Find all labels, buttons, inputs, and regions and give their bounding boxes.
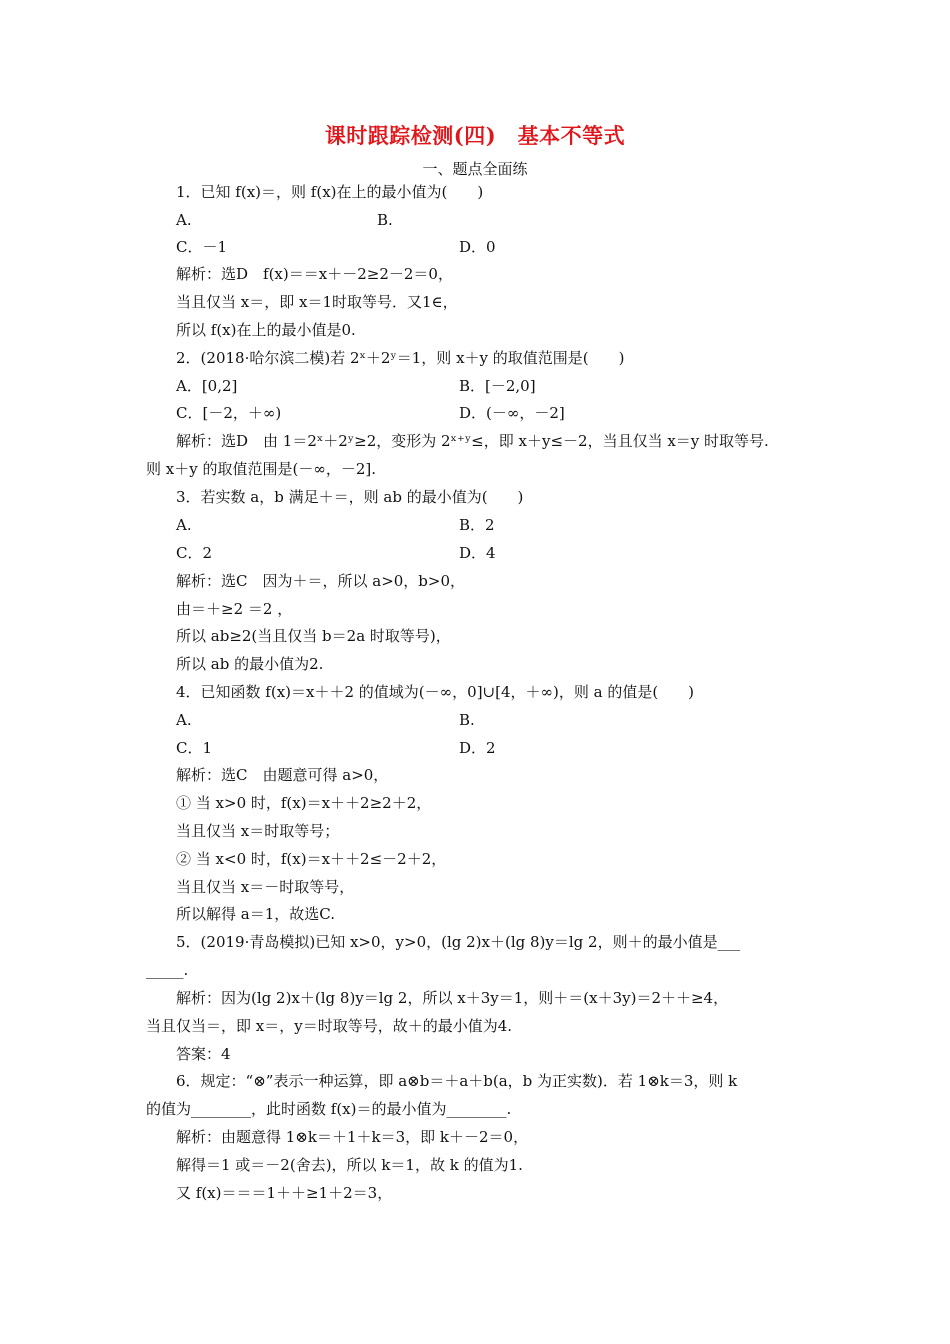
question-3-option-c: C．2 [176, 544, 213, 562]
question-2-solution-line: 则 x＋y 的取值范围是(－∞，－2]. [146, 460, 376, 478]
question-5-stem: 5．(2019·青岛模拟)已知 x>0，y>0，(lg 2)x＋(lg 8)y＝lg 2，则＋的最小值是___ [176, 933, 741, 951]
question-4-solution-line: 当且仅当 x＝－时取等号， [176, 878, 355, 896]
question-3-option-b: B．2 [459, 516, 495, 534]
question-3-option-d: D．4 [459, 544, 496, 562]
question-3-solution-line: 所以 ab 的最小值为2. [176, 655, 324, 673]
question-2-option-a: A．[0,2] [176, 377, 238, 395]
question-4-solution-line: ② 当 x<0 时，f(x)＝x＋＋2≤－2＋2， [176, 850, 447, 868]
question-2-stem: 2．(2018·哈尔滨二模)若 2ˣ＋2ʸ＝1，则 x＋y 的取值范围是( ) [176, 349, 625, 367]
question-1-solution-line: 所以 f(x)在上的最小值是0. [176, 321, 356, 339]
question-4-option-b: B. [459, 711, 475, 729]
question-3-solution-line: 由＝＋≥2 ＝2 ， [176, 600, 293, 618]
question-1-option-a: A. [176, 211, 192, 229]
question-4-solution-line: ① 当 x>0 时，f(x)＝x＋＋2≥2＋2， [176, 794, 432, 812]
question-2-solution-line: 解析：选D 由 1＝2ˣ＋2ʸ≥2，变形为 2ˣ⁺ʸ≤，即 x＋y≤－2，当且仅当 x＝y 时取等号. [176, 432, 769, 450]
question-2-option-b: B．[－2,0] [459, 377, 536, 395]
question-6-solution-line: 解析：由题意得 1⊗k＝＋1＋k＝3，即 k＋－2＝0， [176, 1128, 529, 1146]
question-5-solution-line: 当且仅当＝，即 x＝，y＝时取等号，故＋的最小值为4. [146, 1017, 513, 1035]
question-3-solution-line: 所以 ab≥2(当且仅当 b＝2a 时取等号)， [176, 627, 451, 645]
question-5-answer: 答案：4 [176, 1045, 231, 1063]
question-5-stem-continued: _____. [146, 961, 189, 979]
question-1-solution-line: 解析：选D f(x)＝＝x＋－2≥2－2＝0， [176, 265, 453, 283]
question-4-solution-line: 当且仅当 x＝时取等号； [176, 822, 340, 840]
question-1-option-d: D．0 [459, 238, 496, 256]
question-4-stem: 4．已知函数 f(x)＝x＋＋2 的值域为(－∞，0]∪[4，＋∞)，则 a 的值是( ) [176, 683, 695, 701]
question-6-solution-line: 解得＝1 或＝－2(舍去)，所以 k＝1，故 k 的值为1. [176, 1156, 523, 1174]
question-4-solution-line: 所以解得 a＝1，故选C. [176, 905, 335, 923]
question-5-solution-line: 解析：因为(lg 2)x＋(lg 8)y＝lg 2，所以 x＋3y＝1，则＋＝(x＋3y)＝2＋＋≥4， [176, 989, 729, 1007]
page-title: 课时跟踪检测(四) 基本不等式 [324, 123, 626, 148]
question-6-stem: 6．规定：“⊗”表示一种运算，即 a⊗b＝＋a＋b(a，b 为正实数)．若 1⊗k＝3，则 k [176, 1072, 738, 1090]
question-4-option-a: A. [176, 711, 192, 729]
question-4-option-c: C．1 [176, 739, 213, 757]
question-2-option-d: D．(－∞，－2] [459, 404, 565, 422]
section-heading: 一、题点全面练 [422, 160, 528, 178]
question-1-stem: 1．已知 f(x)＝，则 f(x)在上的最小值为( ) [176, 183, 484, 201]
question-1-option-c: C．－1 [176, 238, 228, 256]
question-3-stem: 3．若实数 a，b 满足＋＝，则 ab 的最小值为( ) [176, 488, 524, 506]
question-3-solution-line: 解析：选C 因为＋＝，所以 a>0，b>0， [176, 572, 466, 590]
question-1-solution-line: 当且仅当 x＝，即 x＝1时取等号．又1∈， [176, 293, 458, 311]
question-4-option-d: D．2 [459, 739, 496, 757]
question-1-option-b: B. [377, 211, 393, 229]
question-4-solution-line: 解析：选C 由题意可得 a>0， [176, 766, 389, 784]
question-6-solution-line: 又 f(x)＝＝＝1＋＋≥1＋2＝3， [176, 1184, 393, 1202]
question-6-stem-continued: 的值为________，此时函数 f(x)＝的最小值为________. [146, 1100, 512, 1118]
question-2-option-c: C．[－2，＋∞) [176, 404, 282, 422]
question-3-option-a: A. [176, 516, 192, 534]
